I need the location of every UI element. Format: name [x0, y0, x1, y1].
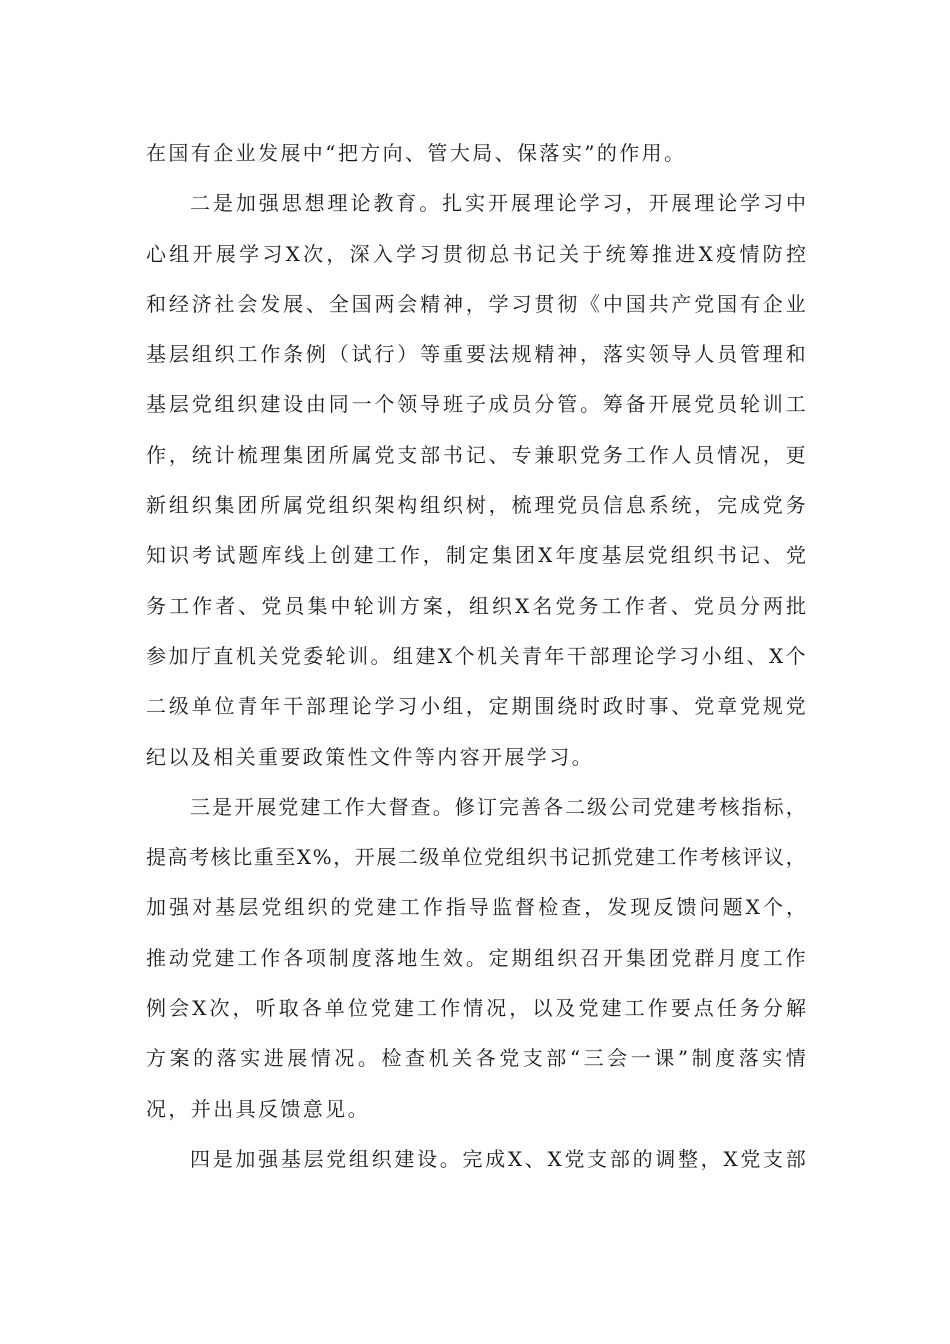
text-line: 和 经 济 社 会 发 展 、 全 国 两 会 精 神 ， 学 习 贯 彻 《 中 国 共 产 党 国 有 企 业 — [146, 291, 806, 316]
text-line: 提 高 考 核 比 重 至 X % ， 开 展 二 级 单 位 党 组 织 书 记 抓 党 建 工 作 考 核 评 议 ， — [146, 845, 806, 870]
text-line: 新 组 织 集 团 所 属 党 组 织 架 构 组 织 树 ， 梳 理 党 员 信 息 系 统 ， 完 成 党 务 — [146, 493, 806, 518]
text-line: 纪以及相关重要政策性文件等内容开展学习。 — [146, 744, 594, 769]
text-line: 推 动 党 建 工 作 各 项 制 度 落 地 生 效 。 定 期 组 织 召 开 集 团 党 群 月 度 工 作 — [146, 945, 806, 970]
text-line: 二 是 加 强 思 想 理 论 教 育 。 扎 实 开 展 理 论 学 习 ， 开 展 理 论 学 习 中 — [190, 191, 806, 216]
text-line: 基 层 党 组 织 建 设 由 同 一 个 领 导 班 子 成 员 分 管 。 筹 备 开 展 党 员 轮 训 工 — [146, 392, 806, 417]
text-line: 例 会 X 次 ， 听 取 各 单 位 党 建 工 作 情 况 ， 以 及 党 建 工 作 要 点 任 务 分 解 — [146, 996, 806, 1021]
text-line: 方 案 的 落 实 进 展 情 况 。 检 查 机 关 各 党 支 部 “ 三 会 一 课 ” 制 度 落 实 情 — [146, 1046, 806, 1071]
text-line: 在国有企业发展中“把方向、管大局、保落实”的作用。 — [146, 141, 687, 165]
text-line: 二 级 单 位 青 年 干 部 理 论 学 习 小 组 ， 定 期 围 绕 时 政 时 事 、 党 章 党 规 党 — [146, 694, 806, 719]
text-line: 三 是 开 展 党 建 工 作 大 督 查 。 修 订 完 善 各 二 级 公 司 党 建 考 核 指 标 ， — [190, 794, 806, 819]
document-body — [146, 130, 806, 1186]
text-line: 基 层 组 织 工 作 条 例 （ 试 行 ） 等 重 要 法 规 精 神 ， 落 实 领 导 人 员 管 理 和 — [146, 342, 806, 367]
text-line: 加 强 对 基 层 党 组 织 的 党 建 工 作 指 导 监 督 检 查 ， 发 现 反 馈 问 题 X 个 ， — [146, 895, 806, 920]
text-line: 参 加 厅 直 机 关 党 委 轮 训 。 组 建 X 个 机 关 青 年 干 部 理 论 学 习 小 组 、 X 个 — [146, 643, 806, 668]
text-line: 作 ， 统 计 梳 理 集 团 所 属 党 支 部 书 记 、 专 兼 职 党 务 工 作 人 员 情 况 ， 更 — [146, 442, 806, 467]
text-line: 务 工 作 者 、 党 员 集 中 轮 训 方 案 ， 组 织 X 名 党 务 工 作 者 、 党 员 分 两 批 — [146, 593, 806, 618]
text-line: 心 组 开 展 学 习 X 次 ， 深 入 学 习 贯 彻 总 书 记 关 于 统 筹 推 进 X 疫 情 防 控 — [146, 241, 806, 266]
text-line: 况，并出具反馈意见。 — [146, 1096, 370, 1121]
text-line: 四 是 加 强 基 层 党 组 织 建 设 。 完 成 X 、 X 党 支 部 的 调 整 ， X 党 支 部 — [190, 1146, 806, 1171]
text-line: 知 识 考 试 题 库 线 上 创 建 工 作 ， 制 定 集 团 X 年 度 基 层 党 组 织 书 记 、 党 — [146, 543, 806, 568]
